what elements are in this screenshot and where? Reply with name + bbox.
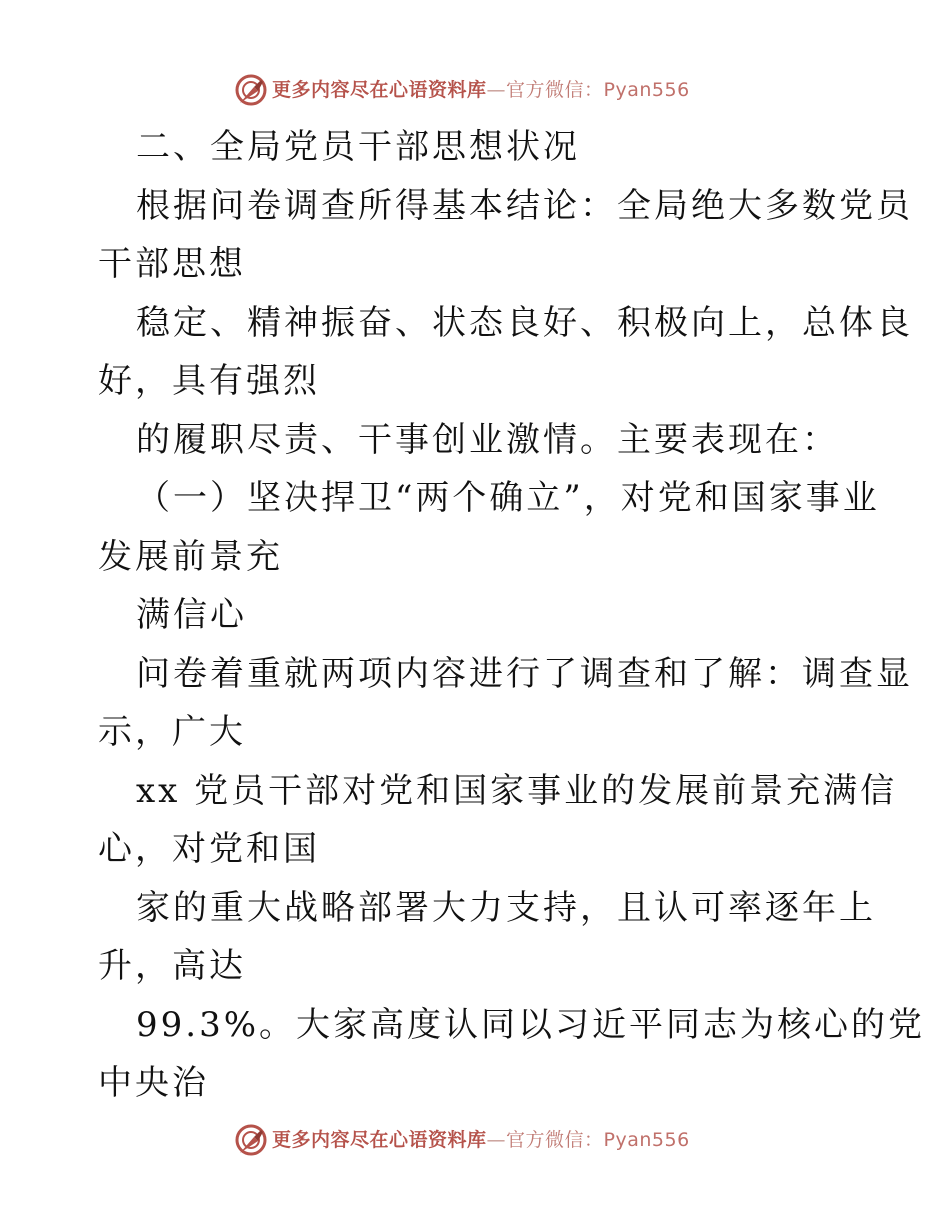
paragraph-line: 心，对党和国 — [98, 829, 320, 869]
footer-watermark — [234, 1122, 754, 1158]
pen-logo-icon — [234, 1123, 268, 1157]
paragraph-line: 满信心 — [136, 595, 247, 635]
paragraph-line: 家的重大战略部署大力支持，且认可率逐年上 — [136, 888, 876, 928]
watermark-dash: — — [486, 1129, 507, 1151]
paragraph-line: 99.3%。大家高度认同以习近平同志为核心的党 — [136, 1005, 926, 1045]
pen-logo-icon — [234, 73, 268, 107]
paragraph-line: 发展前景充 — [98, 537, 283, 577]
paragraph-line: 示，广大 — [98, 712, 246, 752]
header-watermark — [234, 72, 754, 108]
watermark-wechat-id: Pyan556 — [603, 79, 690, 101]
paragraph-line: 问卷着重就两项内容进行了调查和了解：调查显 — [136, 654, 913, 694]
watermark-wechat-label: 官方微信： — [506, 1129, 604, 1151]
paragraph-line: 干部思想 — [98, 244, 246, 284]
watermark-main-text: 更多内容尽在心语资料库 — [272, 79, 487, 101]
paragraph-line: xx 党员干部对党和国家事业的发展前景充满信 — [136, 771, 898, 811]
watermark-wechat-id: Pyan556 — [603, 1129, 690, 1151]
paragraph-line: 稳定、精神振奋、状态良好、积极向上，总体良 — [136, 303, 913, 343]
watermark-wechat-label: 官方微信： — [506, 79, 604, 101]
subsection-heading: （一）坚决捍卫“两个确立”，对党和国家事业 — [136, 478, 880, 518]
paragraph-line: 中央治 — [98, 1063, 209, 1103]
paragraph-line: 好，具有强烈 — [98, 361, 320, 401]
paragraph-line: 的履职尽责、干事创业激情。主要表现在： — [136, 420, 839, 460]
section-heading: 二、全局党员干部思想状况 — [136, 127, 580, 167]
watermark-main-text: 更多内容尽在心语资料库 — [272, 1129, 487, 1151]
paragraph-line: 根据问卷调查所得基本结论：全局绝大多数党员 — [136, 186, 913, 226]
paragraph-line: 升，高达 — [98, 946, 246, 986]
watermark-dash: — — [486, 79, 507, 101]
